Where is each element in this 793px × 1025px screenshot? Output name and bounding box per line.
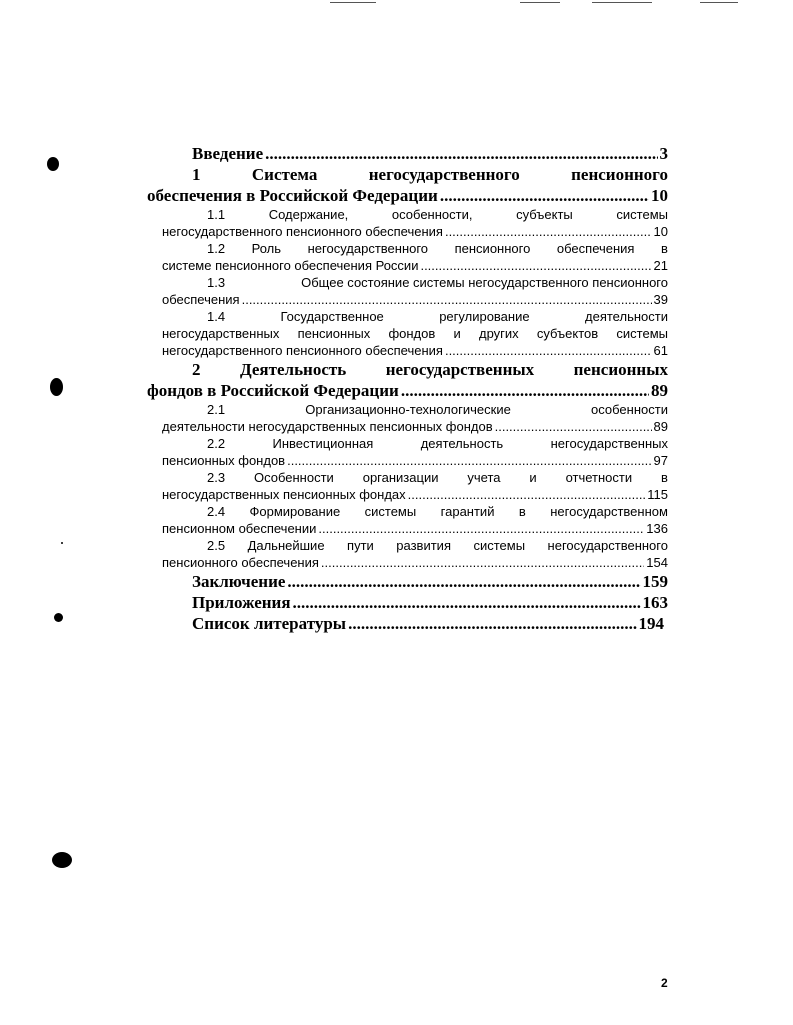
- toc-word: деятельности: [585, 309, 668, 324]
- toc-word: субъекты: [516, 207, 573, 222]
- toc-label: обеспечения: [162, 292, 240, 307]
- chapter-number: 1: [192, 165, 201, 184]
- toc-word: Формирование: [249, 504, 341, 519]
- scan-artifact-line: [592, 2, 652, 3]
- toc-word: системы: [616, 326, 668, 341]
- toc-entry-2-2[interactable]: [162, 435, 668, 469]
- dot-leader: [445, 342, 652, 359]
- toc-page: 194: [638, 614, 664, 633]
- toc-label: Приложения: [192, 593, 291, 612]
- dot-leader: [293, 592, 641, 613]
- section-number: 1.2: [207, 241, 226, 256]
- toc-page: 136: [646, 521, 668, 536]
- toc-entry-intro[interactable]: [162, 143, 668, 164]
- toc-page: 10: [653, 224, 668, 239]
- toc-entry-2-3[interactable]: [162, 469, 668, 503]
- toc-word: негосударственных: [550, 436, 668, 451]
- toc-word: отчетности: [565, 470, 633, 485]
- page-number: 2: [661, 976, 668, 990]
- toc-page: 61: [653, 343, 668, 358]
- toc-page: 89: [653, 419, 668, 434]
- toc-word: Организационно-технологические: [305, 402, 511, 417]
- toc-label: системе пенсионного обеспечения России: [162, 258, 419, 273]
- toc-page: 163: [642, 593, 668, 612]
- toc-word: в: [661, 470, 668, 485]
- scan-artifact-line: [330, 2, 376, 3]
- toc-entry-1-1[interactable]: [162, 206, 668, 240]
- toc-page: 159: [642, 572, 668, 591]
- scan-artifact-line: [520, 2, 560, 3]
- toc-word: деятельность: [420, 436, 504, 451]
- toc-word: и: [453, 326, 461, 341]
- dot-leader: [287, 571, 640, 592]
- toc-word: особенности,: [391, 207, 473, 222]
- toc-word: гарантий: [440, 504, 495, 519]
- punch-hole-mark: [50, 378, 63, 396]
- toc-word: Дальнейшие: [247, 538, 325, 553]
- section-number: 2.2: [207, 436, 226, 451]
- section-number: 1.1: [207, 207, 226, 222]
- toc-entry-chapter-2[interactable]: [147, 359, 668, 401]
- toc-label: пенсионных фондов: [162, 453, 286, 468]
- toc-page: 154: [646, 555, 668, 570]
- dot-leader: [242, 291, 652, 308]
- toc-word: учета: [467, 470, 501, 485]
- punch-hole-mark: [52, 852, 72, 868]
- punch-hole-mark: [47, 157, 59, 171]
- toc-label: негосударственного пенсионного обеспечения: [162, 224, 443, 239]
- toc-word: регулирование: [439, 309, 530, 324]
- toc-word: негосударственного: [307, 241, 429, 256]
- dot-leader: [445, 223, 652, 240]
- toc-word: системы: [473, 538, 526, 553]
- chapter-number: 2: [192, 360, 201, 379]
- toc-label: Введение: [192, 144, 264, 163]
- toc-word: развития: [396, 538, 451, 553]
- dot-leader: [287, 452, 651, 469]
- toc-page: 3: [659, 144, 668, 163]
- toc-entry-references[interactable]: [162, 613, 664, 634]
- dot-leader: [408, 486, 646, 503]
- toc-word: в: [661, 241, 668, 256]
- toc-word: организации: [362, 470, 439, 485]
- scan-artifact-line: [700, 2, 738, 3]
- dot-leader: [348, 613, 636, 634]
- toc-word: особенности: [591, 402, 668, 417]
- toc-word: Система: [251, 165, 318, 184]
- toc-entry-1-2[interactable]: [162, 240, 668, 274]
- toc-word: в: [518, 504, 526, 519]
- toc-label: негосударственного пенсионного обеспечения: [162, 343, 443, 358]
- toc-word: субъектов: [536, 326, 599, 341]
- toc-entry-1-3[interactable]: [162, 274, 668, 308]
- section-number: 1.4: [207, 309, 226, 324]
- toc-label: деятельности негосударственных пенсионных фондов: [162, 419, 493, 434]
- section-number: 2.3: [207, 470, 226, 485]
- toc-word: Общее состояние системы негосударственного пенсионного: [301, 275, 668, 290]
- toc-entry-chapter-1[interactable]: [147, 164, 668, 206]
- dot-leader: [265, 143, 657, 164]
- toc-entry-1-4[interactable]: [162, 308, 668, 359]
- section-number: 2.1: [207, 402, 226, 417]
- toc-page: 89: [651, 381, 668, 400]
- toc-entry-2-4[interactable]: [162, 503, 668, 537]
- toc-entry-2-5[interactable]: [162, 537, 668, 571]
- toc-label: Список литературы: [192, 614, 347, 633]
- toc-word: Деятельность: [239, 360, 347, 379]
- toc-word: Государственное: [280, 309, 384, 324]
- toc-word: Содержание,: [268, 207, 349, 222]
- toc-word: системы: [616, 207, 668, 222]
- dot-leader: [401, 380, 649, 401]
- dot-leader: [420, 257, 651, 274]
- toc-page: 115: [647, 487, 668, 502]
- toc-label: пенсионного обеспечения: [162, 555, 319, 570]
- toc-label: пенсионном обеспечении: [162, 521, 317, 536]
- punch-hole-mark: [61, 542, 63, 544]
- toc-word: системы: [364, 504, 417, 519]
- toc-page: 97: [653, 453, 668, 468]
- toc-page: 39: [653, 292, 668, 307]
- dot-leader: [440, 185, 649, 206]
- toc-word: Инвестиционная: [272, 436, 374, 451]
- dot-leader: [495, 418, 652, 435]
- section-number: 2.4: [207, 504, 226, 519]
- toc-word: других: [478, 326, 519, 341]
- toc-word: негосударственном: [550, 504, 668, 519]
- toc-word: пенсионных: [297, 326, 371, 341]
- table-of-contents: [147, 143, 668, 634]
- toc-entry-2-1[interactable]: [162, 401, 668, 435]
- toc-word: негосударственных: [162, 326, 280, 341]
- toc-word: Особенности: [253, 470, 334, 485]
- section-number: 2.5: [207, 538, 226, 553]
- dot-leader: [318, 520, 644, 537]
- section-number: 1.3: [207, 275, 226, 290]
- toc-word: пенсионного: [571, 165, 668, 184]
- toc-label: Заключение: [192, 572, 286, 591]
- toc-label: фондов в Российской Федерации: [147, 381, 399, 400]
- toc-entry-appendix[interactable]: [162, 592, 668, 613]
- toc-word: пенсионных: [573, 360, 668, 379]
- toc-word: фондов: [388, 326, 436, 341]
- toc-word: пенсионного: [454, 241, 531, 256]
- toc-label: обеспечения в Российской Федерации: [147, 186, 438, 205]
- toc-page: 21: [653, 258, 668, 273]
- toc-label: негосударственных пенсионных фондах: [162, 487, 406, 502]
- toc-word: негосударственного: [547, 538, 668, 553]
- toc-word: негосударственных: [385, 360, 535, 379]
- toc-word: пути: [347, 538, 374, 553]
- dot-leader: [321, 554, 644, 571]
- toc-entry-conclusion[interactable]: [162, 571, 668, 592]
- toc-word: негосударственного: [368, 165, 520, 184]
- toc-word: Роль: [251, 241, 282, 256]
- toc-word: и: [529, 470, 537, 485]
- punch-hole-mark: [54, 613, 63, 622]
- toc-word: обеспечения: [556, 241, 635, 256]
- toc-page: 10: [651, 186, 668, 205]
